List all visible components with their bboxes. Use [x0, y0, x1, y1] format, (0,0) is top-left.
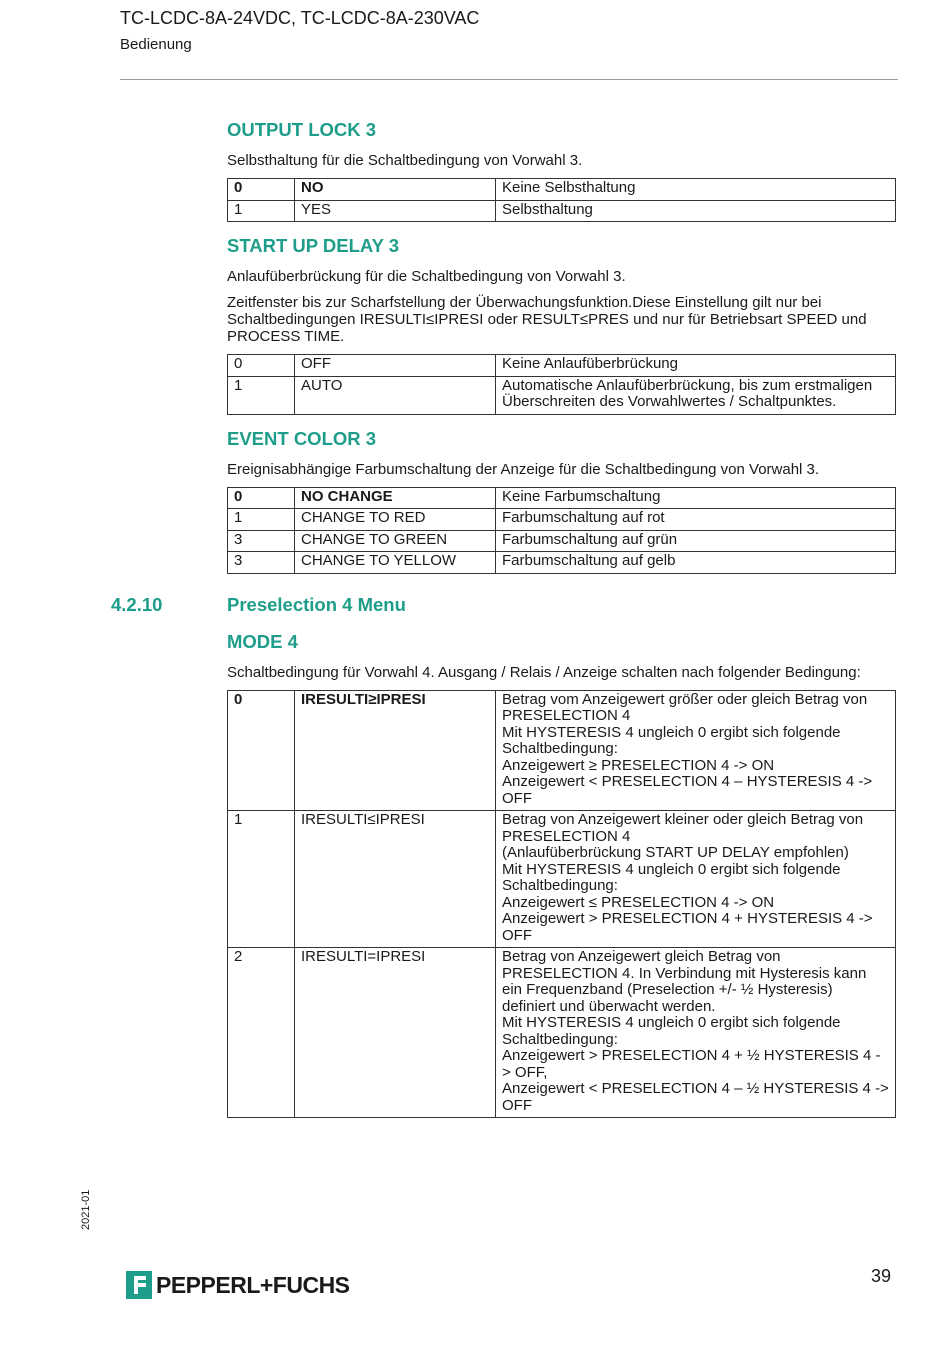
publication-date: 2021-01	[80, 1189, 92, 1230]
option-description: Farbumschaltung auf rot	[496, 509, 896, 531]
option-value: NO	[295, 179, 496, 201]
option-description: Farbumschaltung auf grün	[496, 530, 896, 552]
table-row	[228, 376, 896, 414]
page-content	[111, 118, 897, 1130]
company-logo	[126, 1271, 350, 1299]
option-code: 1	[228, 509, 295, 531]
table-row	[228, 811, 896, 948]
option-value: CHANGE TO RED	[295, 509, 496, 531]
pf-logo-icon	[126, 1271, 152, 1299]
option-description	[496, 690, 896, 811]
table-row	[228, 690, 896, 811]
description-line: Mit HYSTERESIS 4 ungleich 0 ergibt sich folgende Schaltbedingung:	[502, 860, 841, 894]
section-title: Preselection 4 Menu	[227, 593, 406, 615]
option-code: 1	[228, 811, 295, 948]
option-value: NO CHANGE	[295, 487, 496, 509]
event-color-heading: EVENT COLOR 3	[227, 427, 377, 449]
description-line: Anzeigewert < PRESELECTION 4 – ½ HYSTERESIS 4 -> OFF	[502, 1080, 889, 1114]
event-color-description: Ereignisabhängige Farbumschaltung der Anzeige für die Schaltbedingung von Vorwahl 3.	[227, 460, 820, 478]
option-description: Selbsthaltung	[496, 200, 896, 222]
option-code: 2	[228, 948, 295, 1118]
description-line: Anzeigewert ≥ PRESELECTION 4 -> ON	[502, 756, 775, 774]
description-line: Anzeigewert > PRESELECTION 4 + HYSTERESIS 4 -> OFF	[502, 910, 873, 944]
mode4-table	[227, 690, 896, 1119]
option-value: CHANGE TO GREEN	[295, 530, 496, 552]
option-value: IRESULTI≤IPRESI	[295, 811, 496, 948]
output-lock-table	[227, 178, 896, 222]
table-row	[228, 200, 896, 222]
table-row	[228, 179, 896, 201]
option-description: Farbumschaltung auf gelb	[496, 552, 896, 574]
option-value: AUTO	[295, 376, 496, 414]
option-code: 3	[228, 552, 295, 574]
document-title: TC-LCDC-8A-24VDC, TC-LCDC-8A-230VAC	[120, 8, 480, 28]
description-line: Mit HYSTERESIS 4 ungleich 0 ergibt sich folgende Schaltbedingung:	[502, 723, 841, 757]
option-code: 0	[228, 179, 295, 201]
start-up-delay-note: Zeitfenster bis zur Scharfstellung der Überwachungsfunktion.Diese Einstellung gilt nur bei Schaltbedingungen IRESULTI≤IPRESI oder RESULT≤PRES und nur für Betriebsart SPEED und PROCESS TIME.	[227, 294, 867, 345]
document-section-label: Bedienung	[120, 36, 192, 53]
logo-text: PEPPERL+FUCHS	[156, 1271, 350, 1298]
option-description: Keine Farbumschaltung	[496, 487, 896, 509]
option-description: Keine Anlaufüberbrückung	[496, 355, 896, 377]
option-value: CHANGE TO YELLOW	[295, 552, 496, 574]
description-line: Anzeigewert ≤ PRESELECTION 4 -> ON	[502, 893, 775, 911]
table-row	[228, 509, 896, 531]
description-line: Mit HYSTERESIS 4 ungleich 0 ergibt sich folgende Schaltbedingung:	[502, 1014, 841, 1048]
table-row	[228, 530, 896, 552]
description-line: Anzeigewert > PRESELECTION 4 + ½ HYSTERESIS 4 -> OFF,	[502, 1047, 881, 1081]
option-value: IRESULTI=IPRESI	[295, 948, 496, 1118]
table-row	[228, 355, 896, 377]
output-lock-heading: OUTPUT LOCK 3	[227, 119, 377, 140]
header-divider	[120, 79, 898, 80]
option-value: YES	[295, 200, 496, 222]
page-number: 39	[871, 1266, 892, 1286]
start-up-delay-table	[227, 354, 896, 415]
mode4-description: Schaltbedingung für Vorwahl 4. Ausgang / Relais / Anzeige schalten nach folgender Bedingung:	[227, 663, 861, 681]
description-line: Betrag von Anzeigewert gleich Betrag von PRESELECTION 4. In Verbindung mit Hysteresis kann ein Frequenzband (Preselection +/- ½ Hysteresis) definiert und überwacht werden.	[502, 948, 867, 1015]
start-up-delay-heading: START UP DELAY 3	[227, 235, 400, 256]
output-lock-description: Selbsthaltung für die Schaltbedingung von Vorwahl 3.	[227, 152, 583, 169]
mode4-heading: MODE 4	[227, 630, 298, 652]
table-row	[228, 948, 896, 1118]
option-description: Automatische Anlaufüberbrückung, bis zum erstmaligen Überschreiten des Vorwahlwertes / Schaltpunktes.	[496, 376, 896, 414]
section-heading	[111, 593, 897, 620]
option-description: Keine Selbsthaltung	[496, 179, 896, 201]
table-row	[228, 487, 896, 509]
event-color-table	[227, 487, 896, 574]
option-code: 1	[228, 376, 295, 414]
description-line: (Anlaufüberbrückung START UP DELAY empfohlen)	[502, 844, 849, 861]
option-description	[496, 811, 896, 948]
description-line: Betrag von Anzeigewert kleiner oder gleich Betrag von PRESELECTION 4	[502, 811, 864, 845]
table-row	[228, 552, 896, 574]
option-code: 3	[228, 530, 295, 552]
description-line: Anzeigewert < PRESELECTION 4 – HYSTERESIS 4 -> OFF	[502, 773, 873, 807]
option-value: IRESULTI≥IPRESI	[295, 690, 496, 811]
option-code: 0	[228, 487, 295, 509]
start-up-delay-description: Anlaufüberbrückung für die Schaltbedingung von Vorwahl 3.	[227, 268, 626, 285]
option-value: OFF	[295, 355, 496, 377]
option-code: 0	[228, 355, 295, 377]
option-description	[496, 948, 896, 1118]
option-code: 0	[228, 690, 295, 811]
description-line: Betrag vom Anzeigewert größer oder gleich Betrag von PRESELECTION 4	[502, 690, 868, 724]
option-code: 1	[228, 200, 295, 222]
section-number: 4.2.10	[111, 593, 163, 615]
